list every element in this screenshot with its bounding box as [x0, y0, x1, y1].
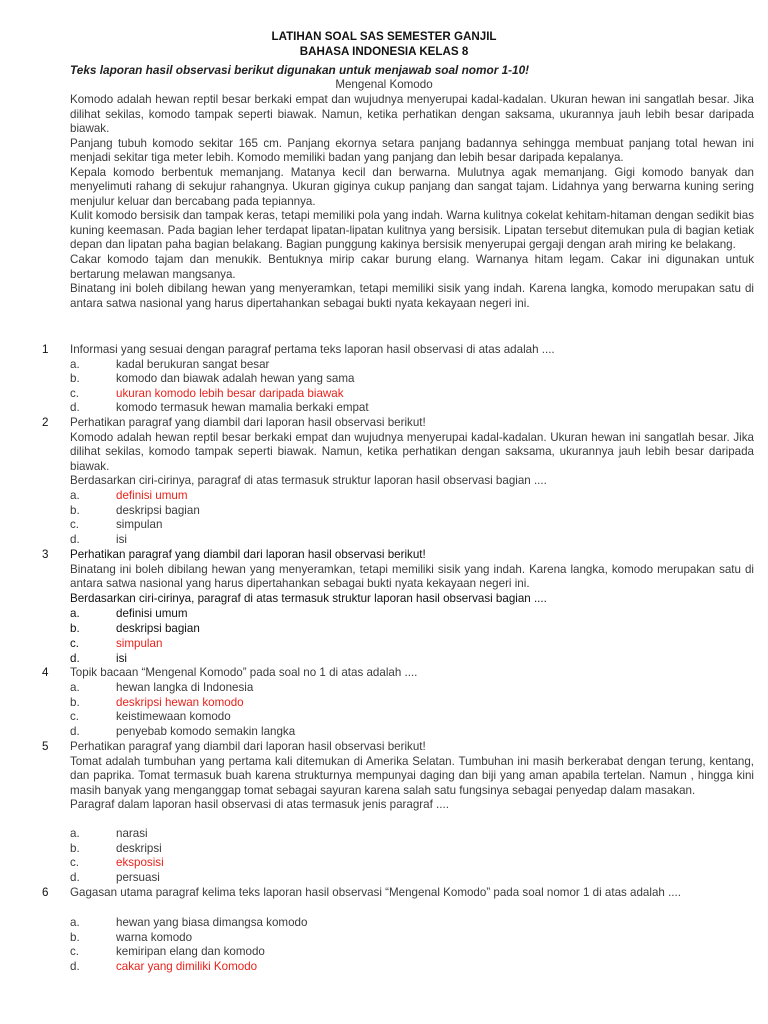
option-text: isi — [116, 533, 127, 546]
option-letter: d. — [70, 960, 80, 973]
worksheet-subtitle: BAHASA INDONESIA KELAS 8 — [299, 45, 469, 58]
question-passage: Komodo adalah hewan reptil besar berkaki empat dan wujudnya menyerupai kadal-kadalan. Ukuran hewan ini sangatlah besar. Jika dilihat sekilas, komodo tampak seperti biawak. Namun, ketika perhatikan dengan saksama, ukurannya jauh lebih besar daripada biawak. — [70, 430, 754, 473]
paragraph: Komodo adalah hewan reptil besar berkaki empat dan wujudnya menyerupai kadal-kadalan. Ukuran hewan ini sangatlah besar. Jika dilihat sekilas, komodo tampak seperti biawak. Namun, ketika perhatikan dengan saksama, ukurannya jauh lebih besar daripada biawak. — [70, 93, 754, 136]
option-letter: c. — [70, 387, 80, 400]
question-body — [70, 548, 754, 606]
paragraph: Binatang ini boleh dibilang hewan yang menyeramkan, tetapi memiliki sisik yang indah. Karena langka, komodo merupakan satu di antara satwa nasional yang harus dipertahankan sebagai bukti nyata kekayaan negeri ini. — [70, 282, 754, 310]
option-text: deskripsi bagian — [116, 622, 200, 635]
option-text: simpulan — [116, 637, 163, 650]
paragraph: Kulit komodo bersisik dan tampak keras, tetapi memiliki pola yang indah. Warna kulitnya cokelat kehitam-hitaman dengan sedikit bias kuning keemasan. Pada bagian leher terdapat lipatan-lipatan kulitnya yang bersisik. Lipatan tersebut ditemukan pula di bagian ketiak depan dan lipatan paha bagian belakang. Bagian punggung kakinya bersisik menyerupai gergaji dengan arah miring ke belakang. — [70, 209, 754, 252]
option-letter: c. — [70, 856, 80, 869]
option-letter: b. — [70, 622, 80, 635]
question-stem: Perhatikan paragraf yang diambil dari laporan hasil observasi berikut! — [70, 416, 426, 429]
option-letter: d. — [70, 533, 80, 546]
option-letter: c. — [70, 945, 80, 958]
question-number: 5 — [42, 740, 49, 753]
option-letter: b. — [70, 372, 80, 385]
option-letter: b. — [70, 504, 80, 517]
option-text: komodo dan biawak adalah hewan yang sama — [116, 372, 355, 385]
option-text: komodo termasuk hewan mamalia berkaki empat — [116, 401, 369, 414]
question-number: 3 — [42, 548, 49, 561]
option-text: hewan yang biasa dimangsa komodo — [116, 916, 308, 929]
question-number: 6 — [42, 886, 49, 899]
question-number: 2 — [42, 416, 49, 429]
option-text: hewan langka di Indonesia — [116, 681, 254, 694]
question-body — [70, 740, 754, 813]
option-text: narasi — [116, 827, 148, 840]
option-text: deskripsi — [116, 842, 162, 855]
option-text: persuasi — [116, 871, 160, 884]
question-passage: Tomat adalah tumbuhan yang pertama kali ditemukan di Amerika Selatan. Tumbuhan ini masih berkerabat dengan terung, kentang, dan paprika. Tomat termasuk buah karena strukturnya mempunyai daging dan biji yang aman apabila tertelan. Namun , hingga kini masih banyak yang menganggap tomat sebagai sayuran karena salah satu fungsinya sebagai penyedap dalam masakan. — [70, 754, 754, 797]
option-text: definisi umum — [116, 489, 188, 502]
option-letter: a. — [70, 916, 80, 929]
question-prompt: Paragraf dalam laporan hasil observasi di atas termasuk jenis paragraf .... — [70, 798, 449, 812]
option-letter: c. — [70, 518, 80, 531]
option-text: kadal berukuran sangat besar — [116, 358, 270, 371]
question-body — [70, 416, 754, 489]
option-letter: c. — [70, 710, 80, 723]
option-letter: a. — [70, 489, 80, 502]
option-letter: a. — [70, 681, 80, 694]
question-passage: Binatang ini boleh dibilang hewan yang menyeramkan, tetapi memiliki sisik yang indah. Karena langka, komodo merupakan satu di antara satwa nasional yang harus dipertahankan sebagai bukti nyata kekayaan negeri ini. — [70, 562, 754, 591]
option-text: warna komodo — [116, 931, 193, 944]
text-title: Mengenal Komodo — [335, 78, 433, 91]
option-letter: a. — [70, 827, 80, 840]
instruction: Teks laporan hasil observasi berikut digunakan untuk menjawab soal nomor 1-10! — [70, 63, 530, 77]
worksheet-title: LATIHAN SOAL SAS SEMESTER GANJIL — [271, 30, 497, 43]
option-letter: d. — [70, 725, 80, 738]
option-text: kemiripan elang dan komodo — [116, 945, 265, 958]
question-stem: Perhatikan paragraf yang diambil dari laporan hasil observasi berikut! — [70, 548, 426, 561]
option-letter: c. — [70, 637, 80, 650]
question-prompt: Berdasarkan ciri-cirinya, paragraf di atas termasuk struktur laporan hasil observasi bagian .... — [70, 474, 547, 488]
option-letter: b. — [70, 842, 80, 855]
paragraph: Panjang tubuh komodo sekitar 165 cm. Panjang ekornya setara panjang badannya sehingga membuat panjang total hewan ini menjadi sekitar tiga meter lebih. Komodo memiliki badan yang panjang dan lebih besar daripada kepalanya. — [70, 136, 754, 165]
question-number: 4 — [42, 666, 49, 679]
option-text: simpulan — [116, 518, 163, 531]
question-prompt: Berdasarkan ciri-cirinya, paragraf di atas termasuk struktur laporan hasil observasi bagian .... — [70, 591, 547, 605]
option-letter: d. — [70, 401, 80, 414]
option-text: ukuran komodo lebih besar daripada biawak — [116, 387, 344, 400]
option-letter: d. — [70, 871, 80, 884]
option-text: isi — [116, 652, 127, 665]
option-text: cakar yang dimiliki Komodo — [116, 960, 258, 973]
paragraph: Kepala komodo berbentuk memanjang. Matanya kecil dan berwarna. Mulutnya agak memanjang. Gigi komodo banyak dan menyelimuti rahang di sekujur rahangnya. Ukuran giginya cukup panjang dan sangat tajam. Lidahnya yang berwarna kuning sering menjulur keluar dan bercabang pada tepiannya. — [70, 165, 754, 208]
question-stem: Gagasan utama paragraf kelima teks laporan hasil observasi “Mengenal Komodo” pada soal nomor 1 di atas adalah .... — [70, 886, 681, 899]
option-text: eksposisi — [116, 856, 164, 869]
option-letter: a. — [70, 607, 80, 620]
question-stem: Perhatikan paragraf yang diambil dari laporan hasil observasi berikut! — [70, 740, 426, 753]
question-number: 1 — [42, 343, 49, 356]
option-text: deskripsi hewan komodo — [116, 696, 244, 709]
option-text: keistimewaan komodo — [116, 710, 231, 723]
question-stem: Topik bacaan “Mengenal Komodo” pada soal no 1 di atas adalah .... — [70, 666, 418, 679]
option-letter: a. — [70, 358, 80, 371]
reading-text — [70, 93, 754, 311]
option-text: definisi umum — [116, 607, 188, 620]
option-letter: d. — [70, 652, 80, 665]
option-letter: b. — [70, 931, 80, 944]
question-stem: Informasi yang sesuai dengan paragraf pertama teks laporan hasil observasi di atas adalah .... — [70, 343, 555, 356]
option-letter: b. — [70, 696, 80, 709]
option-text: deskripsi bagian — [116, 504, 200, 517]
option-text: penyebab komodo semakin langka — [116, 725, 296, 738]
paragraph: Cakar komodo tajam dan menukik. Bentuknya mirip cakar burung elang. Warnanya hitam legam. Cakar ini digunakan untuk bertarung melawan mangsanya. — [70, 253, 754, 281]
